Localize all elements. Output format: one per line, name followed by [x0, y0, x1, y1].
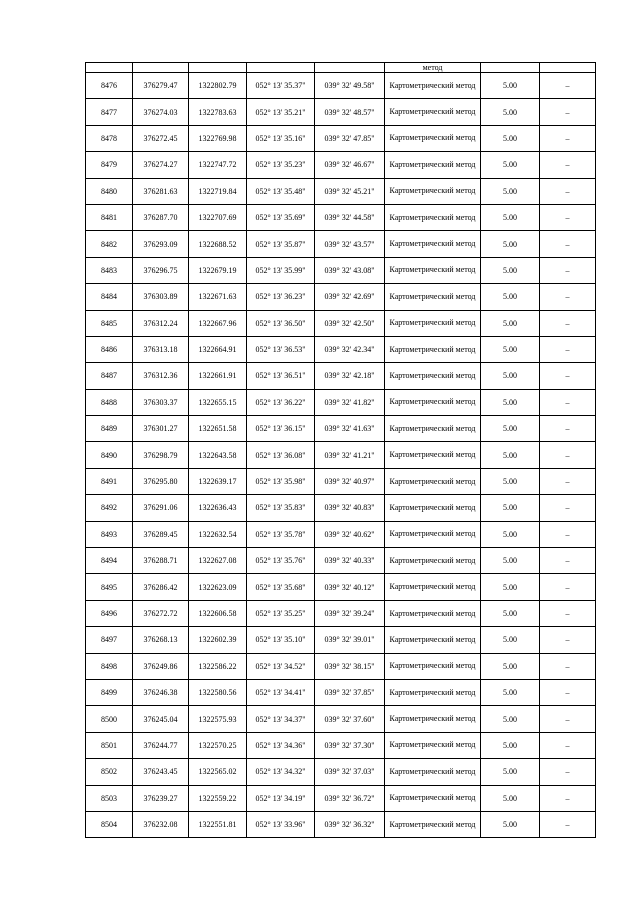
accuracy-cell: 5.00: [481, 811, 540, 837]
method-cell: Картометрический метод: [385, 363, 481, 389]
accuracy-cell: 5.00: [481, 416, 540, 442]
x-coordinate-cell: 376312.24: [133, 310, 189, 336]
method-cell: Картометрический метод: [385, 204, 481, 230]
longitude-cell: 039° 32' 41.63": [315, 416, 385, 442]
x-coordinate-cell: 376279.47: [133, 73, 189, 99]
method-cell: Картометрический метод: [385, 468, 481, 494]
latitude-cell: 052° 13' 35.23": [247, 152, 315, 178]
x-coordinate-cell: 376232.08: [133, 811, 189, 837]
table-row: [86, 310, 596, 336]
table-row: [86, 389, 596, 415]
accuracy-cell: 5.00: [481, 257, 540, 283]
method-cell: Картометрический метод: [385, 574, 481, 600]
longitude-cell: 039° 32' 46.67": [315, 152, 385, 178]
longitude-cell: 039° 32' 36.72": [315, 785, 385, 811]
x-coordinate-cell: 376289.45: [133, 521, 189, 547]
x-coordinate-cell: 376244.77: [133, 732, 189, 758]
accuracy-cell: 5.00: [481, 521, 540, 547]
accuracy-cell: 5.00: [481, 178, 540, 204]
table-row: [86, 759, 596, 785]
note-cell: –: [540, 73, 596, 99]
accuracy-cell: 5.00: [481, 627, 540, 653]
point-number-cell: 8490: [86, 442, 133, 468]
table-row: [86, 284, 596, 310]
accuracy-cell: 5.00: [481, 495, 540, 521]
point-number-cell: 8502: [86, 759, 133, 785]
note-cell: –: [540, 336, 596, 362]
latitude-cell: 052° 13' 35.83": [247, 495, 315, 521]
latitude-cell: 052° 13' 34.41": [247, 679, 315, 705]
note-cell: –: [540, 389, 596, 415]
y-coordinate-cell: 1322679.19: [189, 257, 247, 283]
method-cell: метод: [385, 63, 481, 73]
point-number-cell: 8479: [86, 152, 133, 178]
y-coordinate-cell: 1322559.22: [189, 785, 247, 811]
latitude-cell: 052° 13' 35.16": [247, 125, 315, 151]
y-coordinate-cell: 1322586.22: [189, 653, 247, 679]
accuracy-cell: 5.00: [481, 152, 540, 178]
point-number-cell: 8487: [86, 363, 133, 389]
note-cell: –: [540, 732, 596, 758]
table-row: [86, 204, 596, 230]
table-body: [86, 63, 596, 838]
y-coordinate-cell: 1322661.91: [189, 363, 247, 389]
y-coordinate-cell: 1322667.96: [189, 310, 247, 336]
point-number-cell: 8484: [86, 284, 133, 310]
note-cell: –: [540, 204, 596, 230]
note-cell: –: [540, 811, 596, 837]
accuracy-cell: 5.00: [481, 468, 540, 494]
note-cell: –: [540, 759, 596, 785]
y-coordinate-cell: 1322783.63: [189, 99, 247, 125]
table-row: [86, 152, 596, 178]
point-number-cell: 8489: [86, 416, 133, 442]
latitude-cell: 052° 13' 34.19": [247, 785, 315, 811]
method-cell: Картометрический метод: [385, 257, 481, 283]
point-number-cell: 8499: [86, 679, 133, 705]
point-number-cell: 8504: [86, 811, 133, 837]
latitude-cell: 052° 13' 36.15": [247, 416, 315, 442]
table-row: [86, 732, 596, 758]
latitude-cell: 052° 13' 35.87": [247, 231, 315, 257]
accuracy-cell: 5.00: [481, 204, 540, 230]
latitude-cell: 052° 13' 34.52": [247, 653, 315, 679]
table-row: [86, 178, 596, 204]
x-coordinate-cell: 376303.37: [133, 389, 189, 415]
y-coordinate-cell: 1322627.08: [189, 548, 247, 574]
y-coordinate-cell: 1322636.43: [189, 495, 247, 521]
point-number-cell: 8478: [86, 125, 133, 151]
method-cell: Картометрический метод: [385, 152, 481, 178]
point-number-cell: 8485: [86, 310, 133, 336]
y-coordinate-cell: 1322688.52: [189, 231, 247, 257]
table-row: [86, 600, 596, 626]
method-cell: Картометрический метод: [385, 442, 481, 468]
table-row: [86, 442, 596, 468]
method-cell: Картометрический метод: [385, 600, 481, 626]
latitude-cell: 052° 13' 35.48": [247, 178, 315, 204]
x-coordinate-cell: 376296.75: [133, 257, 189, 283]
method-cell: Картометрический метод: [385, 759, 481, 785]
longitude-cell: 039° 32' 40.33": [315, 548, 385, 574]
point-number-cell: 8480: [86, 178, 133, 204]
y-coordinate-cell: 1322655.15: [189, 389, 247, 415]
method-cell: Картометрический метод: [385, 653, 481, 679]
accuracy-cell: 5.00: [481, 600, 540, 626]
x-coordinate-cell: 376272.45: [133, 125, 189, 151]
longitude-cell: 039° 32' 47.85": [315, 125, 385, 151]
longitude-cell: 039° 32' 49.58": [315, 73, 385, 99]
longitude-cell: 039° 32' 39.24": [315, 600, 385, 626]
note-cell: –: [540, 521, 596, 547]
x-coordinate-cell: 376313.18: [133, 336, 189, 362]
method-cell: Картометрический метод: [385, 785, 481, 811]
x-coordinate-cell: 376291.06: [133, 495, 189, 521]
point-number-cell: 8493: [86, 521, 133, 547]
point-number-cell: 8492: [86, 495, 133, 521]
table-cell: [540, 63, 596, 73]
accuracy-cell: 5.00: [481, 231, 540, 257]
method-cell: Картометрический метод: [385, 310, 481, 336]
accuracy-cell: 5.00: [481, 284, 540, 310]
y-coordinate-cell: 1322632.54: [189, 521, 247, 547]
latitude-cell: 052° 13' 36.50": [247, 310, 315, 336]
x-coordinate-cell: 376243.45: [133, 759, 189, 785]
longitude-cell: 039° 32' 38.15": [315, 653, 385, 679]
note-cell: –: [540, 679, 596, 705]
method-cell: Картометрический метод: [385, 495, 481, 521]
table-row: [86, 785, 596, 811]
method-cell: Картометрический метод: [385, 125, 481, 151]
point-number-cell: 8503: [86, 785, 133, 811]
y-coordinate-cell: 1322551.81: [189, 811, 247, 837]
x-coordinate-cell: 376239.27: [133, 785, 189, 811]
method-cell: Картометрический метод: [385, 389, 481, 415]
table-row: [86, 416, 596, 442]
accuracy-cell: 5.00: [481, 363, 540, 389]
y-coordinate-cell: 1322747.72: [189, 152, 247, 178]
method-cell: Картометрический метод: [385, 706, 481, 732]
latitude-cell: 052° 13' 35.10": [247, 627, 315, 653]
method-cell: Картометрический метод: [385, 679, 481, 705]
accuracy-cell: 5.00: [481, 125, 540, 151]
x-coordinate-cell: 376298.79: [133, 442, 189, 468]
x-coordinate-cell: 376295.80: [133, 468, 189, 494]
method-cell: Картометрический метод: [385, 732, 481, 758]
accuracy-cell: 5.00: [481, 653, 540, 679]
latitude-cell: 052° 13' 35.68": [247, 574, 315, 600]
longitude-cell: 039° 32' 40.12": [315, 574, 385, 600]
table-row: [86, 257, 596, 283]
y-coordinate-cell: 1322643.58: [189, 442, 247, 468]
longitude-cell: 039° 32' 48.57": [315, 99, 385, 125]
note-cell: –: [540, 363, 596, 389]
note-cell: –: [540, 495, 596, 521]
note-cell: –: [540, 284, 596, 310]
table-row: [86, 574, 596, 600]
point-number-cell: 8500: [86, 706, 133, 732]
x-coordinate-cell: 376286.42: [133, 574, 189, 600]
y-coordinate-cell: 1322565.02: [189, 759, 247, 785]
latitude-cell: 052° 13' 36.51": [247, 363, 315, 389]
table-row: [86, 679, 596, 705]
y-coordinate-cell: 1322651.58: [189, 416, 247, 442]
accuracy-cell: 5.00: [481, 706, 540, 732]
note-cell: –: [540, 574, 596, 600]
x-coordinate-cell: 376312.36: [133, 363, 189, 389]
note-cell: –: [540, 468, 596, 494]
latitude-cell: 052° 13' 35.76": [247, 548, 315, 574]
x-coordinate-cell: 376281.63: [133, 178, 189, 204]
latitude-cell: 052° 13' 33.96": [247, 811, 315, 837]
note-cell: –: [540, 257, 596, 283]
x-coordinate-cell: 376268.13: [133, 627, 189, 653]
longitude-cell: 039° 32' 40.97": [315, 468, 385, 494]
table-row: [86, 468, 596, 494]
note-cell: –: [540, 416, 596, 442]
latitude-cell: 052° 13' 35.21": [247, 99, 315, 125]
y-coordinate-cell: 1322606.58: [189, 600, 247, 626]
table-row: [86, 495, 596, 521]
point-number-cell: 8496: [86, 600, 133, 626]
method-cell: Картометрический метод: [385, 73, 481, 99]
latitude-cell: 052° 13' 35.99": [247, 257, 315, 283]
method-cell: Картометрический метод: [385, 416, 481, 442]
table-row: [86, 231, 596, 257]
method-cell: Картометрический метод: [385, 548, 481, 574]
note-cell: –: [540, 310, 596, 336]
latitude-cell: 052° 13' 35.78": [247, 521, 315, 547]
latitude-cell: 052° 13' 35.37": [247, 73, 315, 99]
point-number-cell: 8501: [86, 732, 133, 758]
latitude-cell: 052° 13' 34.32": [247, 759, 315, 785]
note-cell: –: [540, 785, 596, 811]
y-coordinate-cell: 1322570.25: [189, 732, 247, 758]
longitude-cell: 039° 32' 41.82": [315, 389, 385, 415]
table-row: [86, 99, 596, 125]
point-number-cell: 8491: [86, 468, 133, 494]
longitude-cell: 039° 32' 37.30": [315, 732, 385, 758]
longitude-cell: 039° 32' 43.08": [315, 257, 385, 283]
latitude-cell: 052° 13' 36.23": [247, 284, 315, 310]
latitude-cell: 052° 13' 35.69": [247, 204, 315, 230]
x-coordinate-cell: 376272.72: [133, 600, 189, 626]
latitude-cell: 052° 13' 36.22": [247, 389, 315, 415]
longitude-cell: 039° 32' 42.50": [315, 310, 385, 336]
accuracy-cell: 5.00: [481, 389, 540, 415]
method-cell: Картометрический метод: [385, 178, 481, 204]
y-coordinate-cell: 1322671.63: [189, 284, 247, 310]
y-coordinate-cell: 1322769.98: [189, 125, 247, 151]
x-coordinate-cell: 376245.04: [133, 706, 189, 732]
latitude-cell: 052° 13' 35.98": [247, 468, 315, 494]
note-cell: –: [540, 178, 596, 204]
table-row: [86, 627, 596, 653]
table-cell: [189, 63, 247, 73]
accuracy-cell: 5.00: [481, 759, 540, 785]
method-cell: Картометрический метод: [385, 231, 481, 257]
longitude-cell: 039° 32' 36.32": [315, 811, 385, 837]
accuracy-cell: 5.00: [481, 548, 540, 574]
accuracy-cell: 5.00: [481, 99, 540, 125]
x-coordinate-cell: 376301.27: [133, 416, 189, 442]
latitude-cell: 052° 13' 34.37": [247, 706, 315, 732]
latitude-cell: 052° 13' 36.53": [247, 336, 315, 362]
longitude-cell: 039° 32' 42.34": [315, 336, 385, 362]
table-row: [86, 336, 596, 362]
table-cell: [315, 63, 385, 73]
point-number-cell: 8495: [86, 574, 133, 600]
accuracy-cell: 5.00: [481, 679, 540, 705]
table-row: [86, 521, 596, 547]
y-coordinate-cell: 1322719.84: [189, 178, 247, 204]
longitude-cell: 039° 32' 41.21": [315, 442, 385, 468]
table-row: [86, 125, 596, 151]
point-number-cell: 8483: [86, 257, 133, 283]
longitude-cell: 039° 32' 37.03": [315, 759, 385, 785]
longitude-cell: 039° 32' 40.62": [315, 521, 385, 547]
accuracy-cell: 5.00: [481, 336, 540, 362]
document-page: [85, 62, 595, 838]
accuracy-cell: 5.00: [481, 73, 540, 99]
longitude-cell: 039° 32' 39.01": [315, 627, 385, 653]
x-coordinate-cell: 376303.89: [133, 284, 189, 310]
point-number-cell: 8481: [86, 204, 133, 230]
accuracy-cell: 5.00: [481, 442, 540, 468]
point-number-cell: 8494: [86, 548, 133, 574]
latitude-cell: 052° 13' 34.36": [247, 732, 315, 758]
table-row: [86, 548, 596, 574]
x-coordinate-cell: 376274.03: [133, 99, 189, 125]
accuracy-cell: 5.00: [481, 574, 540, 600]
y-coordinate-cell: 1322664.91: [189, 336, 247, 362]
x-coordinate-cell: 376287.70: [133, 204, 189, 230]
note-cell: –: [540, 653, 596, 679]
table-cell: [133, 63, 189, 73]
y-coordinate-cell: 1322802.79: [189, 73, 247, 99]
point-number-cell: 8498: [86, 653, 133, 679]
note-cell: –: [540, 231, 596, 257]
y-coordinate-cell: 1322623.09: [189, 574, 247, 600]
y-coordinate-cell: 1322575.93: [189, 706, 247, 732]
longitude-cell: 039° 32' 42.18": [315, 363, 385, 389]
table-cell: [247, 63, 315, 73]
y-coordinate-cell: 1322602.39: [189, 627, 247, 653]
point-number-cell: 8488: [86, 389, 133, 415]
method-cell: Картометрический метод: [385, 99, 481, 125]
longitude-cell: 039° 32' 44.58": [315, 204, 385, 230]
x-coordinate-cell: 376293.09: [133, 231, 189, 257]
point-number-cell: 8482: [86, 231, 133, 257]
note-cell: –: [540, 627, 596, 653]
table-row: [86, 811, 596, 837]
note-cell: –: [540, 706, 596, 732]
point-number-cell: 8497: [86, 627, 133, 653]
table-cell: [481, 63, 540, 73]
x-coordinate-cell: 376246.38: [133, 679, 189, 705]
method-cell: Картометрический метод: [385, 627, 481, 653]
coordinates-table: [85, 62, 596, 838]
table-row-continuation: [86, 63, 596, 73]
x-coordinate-cell: 376249.86: [133, 653, 189, 679]
note-cell: –: [540, 442, 596, 468]
method-cell: Картометрический метод: [385, 811, 481, 837]
longitude-cell: 039° 32' 45.21": [315, 178, 385, 204]
table-cell: [86, 63, 133, 73]
table-row: [86, 706, 596, 732]
x-coordinate-cell: 376274.27: [133, 152, 189, 178]
accuracy-cell: 5.00: [481, 785, 540, 811]
point-number-cell: 8476: [86, 73, 133, 99]
longitude-cell: 039° 32' 37.60": [315, 706, 385, 732]
note-cell: –: [540, 152, 596, 178]
accuracy-cell: 5.00: [481, 310, 540, 336]
note-cell: –: [540, 548, 596, 574]
y-coordinate-cell: 1322639.17: [189, 468, 247, 494]
latitude-cell: 052° 13' 36.08": [247, 442, 315, 468]
y-coordinate-cell: 1322707.69: [189, 204, 247, 230]
method-cell: Картометрический метод: [385, 521, 481, 547]
x-coordinate-cell: 376288.71: [133, 548, 189, 574]
longitude-cell: 039° 32' 43.57": [315, 231, 385, 257]
latitude-cell: 052° 13' 35.25": [247, 600, 315, 626]
accuracy-cell: 5.00: [481, 732, 540, 758]
note-cell: –: [540, 125, 596, 151]
method-cell: Картометрический метод: [385, 284, 481, 310]
point-number-cell: 8486: [86, 336, 133, 362]
table-row: [86, 653, 596, 679]
point-number-cell: 8477: [86, 99, 133, 125]
longitude-cell: 039° 32' 37.85": [315, 679, 385, 705]
longitude-cell: 039° 32' 40.83": [315, 495, 385, 521]
table-row: [86, 363, 596, 389]
longitude-cell: 039° 32' 42.69": [315, 284, 385, 310]
table-row: [86, 73, 596, 99]
y-coordinate-cell: 1322580.56: [189, 679, 247, 705]
method-cell: Картометрический метод: [385, 336, 481, 362]
note-cell: –: [540, 99, 596, 125]
note-cell: –: [540, 600, 596, 626]
